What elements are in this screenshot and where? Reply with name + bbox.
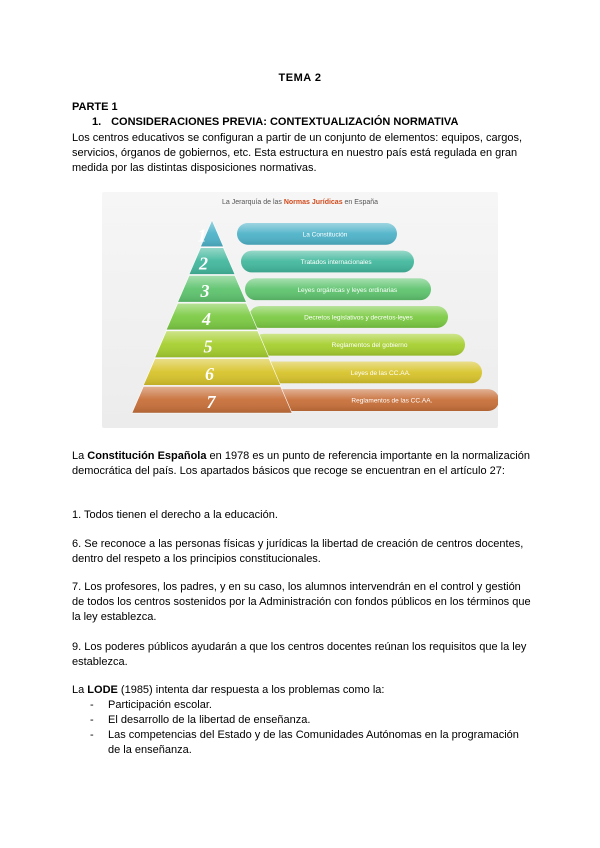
legal-hierarchy-figure: [102, 192, 498, 428]
article-9: 9. Los poderes públicos ayudarán a que los centros docentes reúnan los requisitos que la ley establezca.: [72, 641, 527, 668]
pyramid-level-gloss: [189, 248, 235, 275]
page-title: TEMA 2: [278, 72, 322, 84]
list-item: - Participación escolar.: [90, 698, 530, 713]
pyramid-level-gloss: [166, 303, 257, 330]
level-number-3: 3: [200, 281, 210, 302]
lode-bold: LODE: [87, 684, 118, 696]
lode-list: [90, 698, 530, 758]
level-label-2: Tratados internacionales: [300, 259, 372, 267]
level-number-5: 5: [203, 336, 213, 357]
pyramid-diagram: [102, 192, 498, 428]
article-6: 6. Se reconoce a las personas físicas y jurídicas la libertad de creación de centros docentes, dentro del respeto a los principios constitucionales.: [72, 538, 524, 565]
intro-paragraph: Los centros educativos se configuran a partir de un conjunto de elementos: equipos, cargos, servicios, órganos de gobiernos, etc. Esta estructura en nuestro país está regulada en gran medida por las distintas disposiciones normativas.: [72, 132, 523, 174]
section-number: 1.: [92, 116, 102, 128]
level-number-4: 4: [202, 308, 211, 329]
pyramid-level-gloss: [178, 275, 247, 302]
section-heading: [92, 115, 552, 130]
lode-paragraph: La LODE (1985) intenta dar respuesta a los problemas como la:: [72, 684, 385, 696]
constitution-bold: Constitución Española: [87, 450, 207, 462]
level-label-1: La Constitución: [302, 231, 348, 239]
level-label-4: Decretos legislativos y decretos-leyes: [304, 314, 413, 322]
level-number-6: 6: [205, 364, 214, 385]
article-7: 7. Los profesores, los padres, y en su caso, los alumnos intervendrán en el control y gestión de todos los centros sostenidos por la Administración con fondos públicos en los términos que la ley establezca.: [72, 581, 531, 623]
level-number-2: 2: [199, 253, 208, 274]
part-heading: PARTE 1: [72, 101, 118, 113]
level-label-7: Reglamentos de las CC.AA.: [351, 397, 433, 405]
level-label-6: Leyes de las CC.AA.: [350, 369, 411, 377]
section-title: CONSIDERACIONES PREVIA: CONTEXTUALIZACIÓN NORMATIVA: [111, 116, 459, 128]
level-number-1: 1: [197, 225, 207, 246]
level-number-7: 7: [206, 391, 216, 412]
level-label-5: Reglamentos del gobierno: [331, 342, 408, 350]
list-item: - Las competencias del Estado y de las Comunidades Autónomas en la programación de la enseñanza.: [90, 728, 530, 758]
level-label-3: Leyes orgánicas y leyes ordinarias: [297, 286, 398, 294]
article-1: 1. Todos tienen el derecho a la educación.: [72, 509, 278, 521]
constitution-paragraph: La Constitución Española en 1978 es un punto de referencia importante en la normalización democrática del país. Los apartados básicos que recoge se encuentran en el artículo 27:: [72, 450, 530, 477]
list-item: - El desarrollo de la libertad de enseñanza.: [90, 713, 530, 728]
figure-title: La Jerarquía de las Normas Jurídicas en España: [221, 199, 379, 206]
